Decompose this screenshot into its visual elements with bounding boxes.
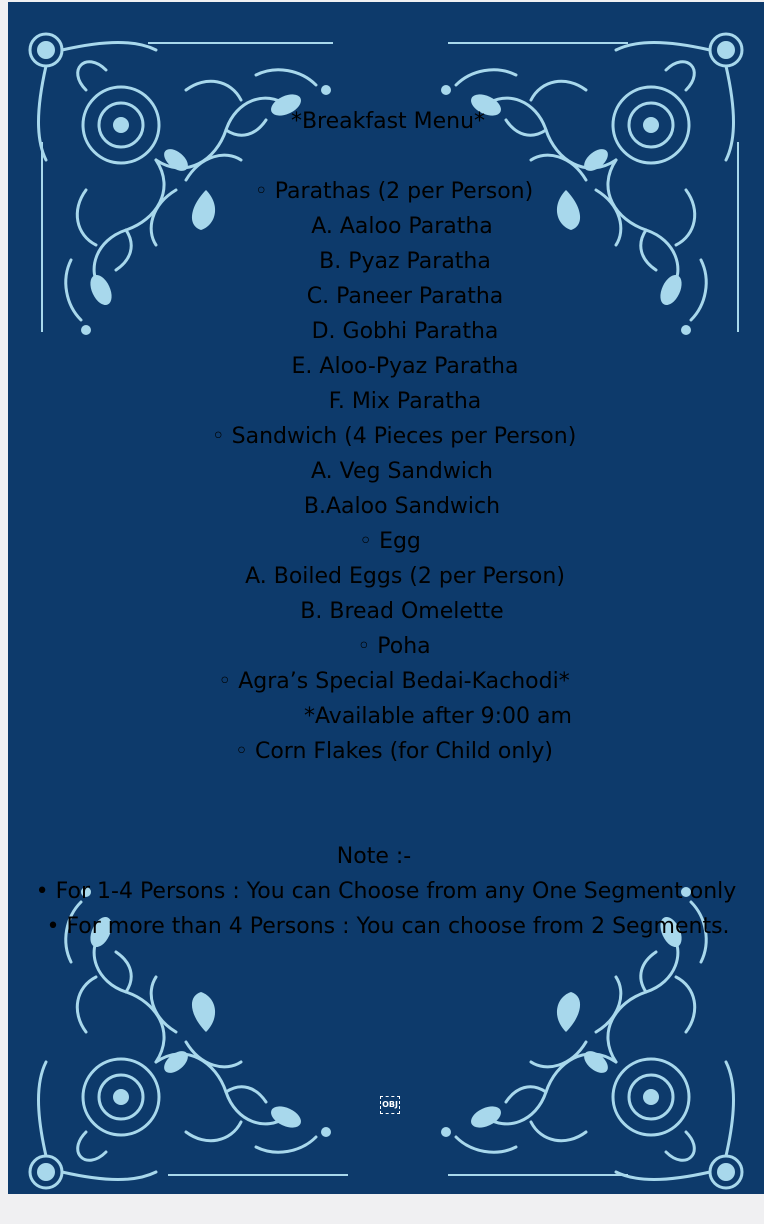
object-placeholder: OBJ	[380, 1096, 400, 1114]
menu-item: C. Paneer Paratha	[306, 284, 504, 309]
menu-item: *Available after 9:00 am	[304, 704, 572, 729]
menu-item: ◦ Sandwich (4 Pieces per Person)	[211, 424, 577, 449]
menu-item: F. Mix Paratha	[328, 389, 482, 414]
menu-title: *Breakfast Menu*	[290, 109, 486, 134]
menu-item: E. Aloo-Pyaz Paratha	[291, 354, 519, 379]
menu-item: ◦ Corn Flakes (for Child only)	[234, 739, 554, 764]
menu-item: ◦ Egg	[359, 529, 421, 554]
menu-card	[8, 2, 764, 1194]
menu-item: ◦ Poha	[357, 634, 431, 659]
menu-item: ◦ Parathas (2 per Person)	[254, 179, 534, 204]
menu-item: ◦ Agra’s Special Bedai-Kachodi*	[218, 669, 570, 694]
menu-item: A. Veg Sandwich	[311, 459, 493, 484]
menu-item: B. Pyaz Paratha	[319, 249, 491, 274]
note-item: • For more than 4 Persons : You can choose from 2 Segments.	[46, 914, 730, 939]
menu-item: B.Aaloo Sandwich	[303, 494, 501, 519]
menu-item: B. Bread Omelette	[300, 599, 504, 624]
note-item: • For 1-4 Persons : You can Choose from any One Segment only	[35, 879, 737, 904]
menu-item: D. Gobhi Paratha	[311, 319, 499, 344]
note-heading: Note :-	[336, 844, 412, 869]
menu-item: A. Boiled Eggs (2 per Person)	[245, 564, 565, 589]
menu-item: A. Aaloo Paratha	[311, 214, 493, 239]
